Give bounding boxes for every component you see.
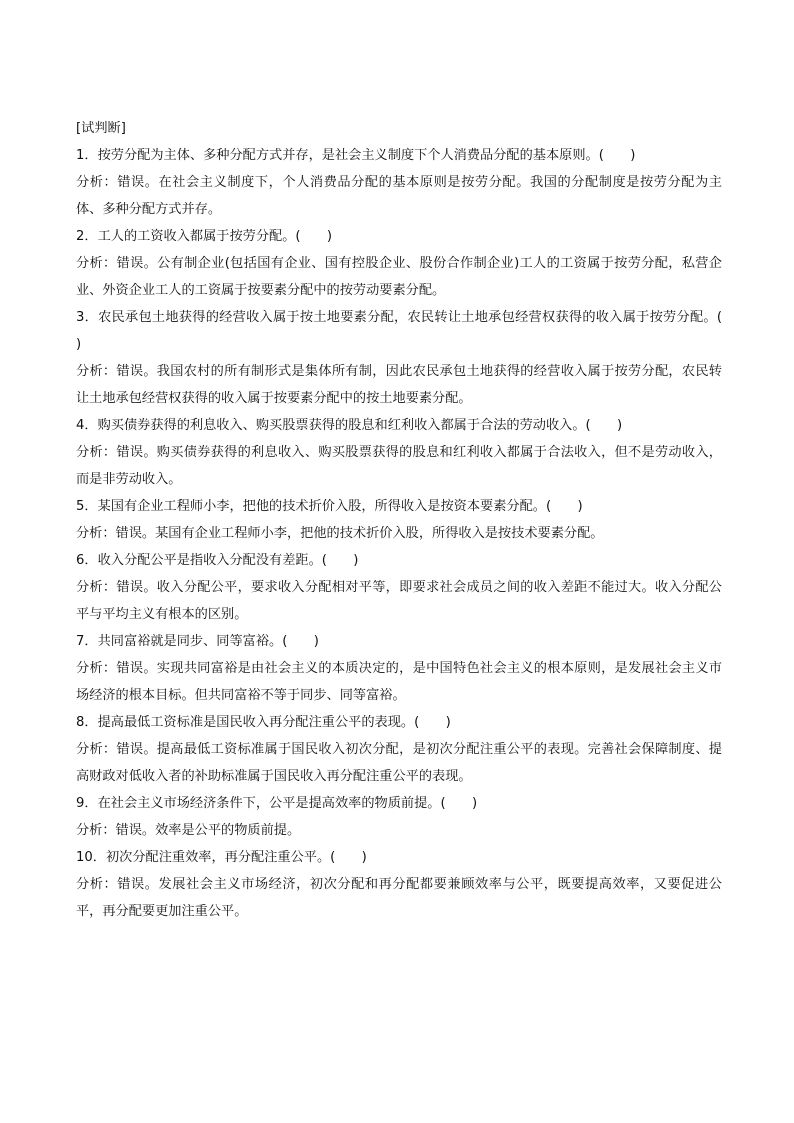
analysis-text: 分析：错误。实现共同富裕是由社会主义的本质决定的，是中国特色社会主义的根本原则，是发展社会主义市场经济的根本目标。但共同富裕不等于同步、同等富裕。 xyxy=(76,661,722,703)
analysis-text: 分析：错误。提高最低工资标准属于国民收入初次分配，是初次分配注重公平的表现。完善社会保障制度、提高财政对低收入者的补助标准属于国民收入再分配注重公平的表现。 xyxy=(76,742,722,784)
question-text: 9．在社会主义市场经济条件下，公平是提高效率的物质前提。( ) xyxy=(76,796,478,811)
question-text: 2．工人的工资收入都属于按劳分配。( ) xyxy=(76,229,333,244)
question-text: 4．购买债券获得的利息收入、购买股票获得的股息和红利收入都属于合法的劳动收入。( ) xyxy=(76,418,623,433)
question-item-1 xyxy=(76,142,722,223)
analysis-text: 分析：错误。公有制企业(包括国有企业、国有控股企业、股份合作制企业)工人的工资属于按劳分配，私营企业、外资企业工人的工资属于按要素分配中的按劳动要素分配。 xyxy=(76,256,722,298)
question-item-2 xyxy=(76,223,722,304)
analysis-text: 分析：错误。收入分配公平，要求收入分配相对平等，即要求社会成员之间的收入差距不能过大。收入分配公平与平均主义有根本的区别。 xyxy=(76,580,722,622)
analysis-text: 分析：错误。效率是公平的物质前提。 xyxy=(76,823,301,838)
question-text: 7．共同富裕就是同步、同等富裕。( ) xyxy=(76,634,319,649)
question-item-10 xyxy=(76,844,722,925)
question-item-4 xyxy=(76,412,722,493)
question-item-9 xyxy=(76,790,722,844)
analysis-text: 分析：错误。我国农村的所有制形式是集体所有制，因此农民承包土地获得的经营收入属于按劳分配，农民转让土地承包经营权获得的收入属于按要素分配中的按土地要素分配。 xyxy=(76,364,722,406)
question-item-7 xyxy=(76,628,722,709)
question-item-5 xyxy=(76,493,722,547)
question-item-6 xyxy=(76,547,722,628)
section-title: [试判断] xyxy=(76,121,126,136)
question-item-8 xyxy=(76,709,722,790)
question-text: 1．按劳分配为主体、多种分配方式并存，是社会主义制度下个人消费品分配的基本原则。( ) xyxy=(76,148,636,163)
document-content xyxy=(76,115,749,925)
question-text: 3．农民承包土地获得的经营收入属于按土地要素分配，农民转让土地承包经营权获得的收入属于按劳分配。( ) xyxy=(76,310,749,352)
question-text: 8．提高最低工资标准是国民收入再分配注重公平的表现。( ) xyxy=(76,715,451,730)
question-text: 5．某国有企业工程师小李，把他的技术折价入股，所得收入是按资本要素分配。( ) xyxy=(76,499,583,514)
question-text: 6．收入分配公平是指收入分配没有差距。( ) xyxy=(76,553,359,568)
analysis-text: 分析：错误。某国有企业工程师小李，把他的技术折价入股，所得收入是按技术要素分配。 xyxy=(76,526,604,541)
analysis-text: 分析：错误。发展社会主义市场经济，初次分配和再分配都要兼顾效率与公平，既要提高效率，又要促进公平，再分配要更加注重公平。 xyxy=(76,877,722,919)
analysis-text: 分析：错误。购买债券获得的利息收入、购买股票获得的股息和红利收入都属于合法收入，但不是劳动收入，而是非劳动收入。 xyxy=(76,445,722,487)
question-text: 10．初次分配注重效率，再分配注重公平。( ) xyxy=(76,850,367,865)
question-item-3 xyxy=(76,304,749,412)
analysis-text: 分析：错误。在社会主义制度下，个人消费品分配的基本原则是按劳分配。我国的分配制度是按劳分配为主体、多种分配方式并存。 xyxy=(76,175,722,217)
